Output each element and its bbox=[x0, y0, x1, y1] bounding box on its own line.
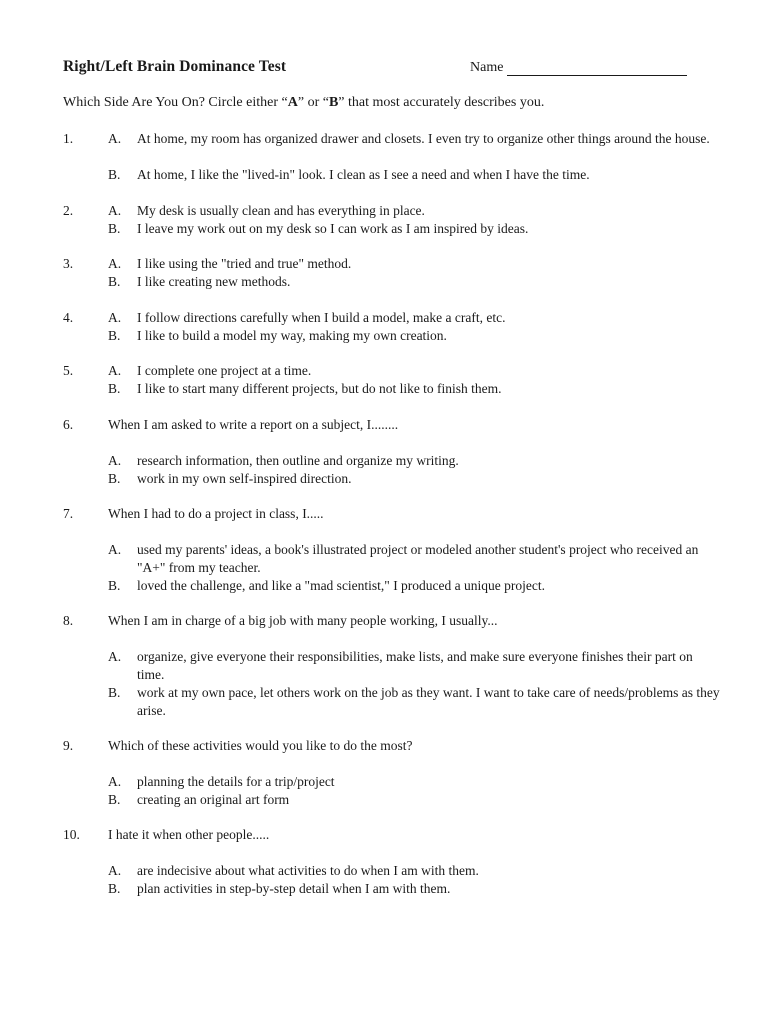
question-stem: When I am asked to write a report on a subject, I........ bbox=[108, 417, 399, 432]
question-number: 3. bbox=[63, 256, 74, 271]
question-stem: Which of these activities would you like to do the most? bbox=[108, 738, 413, 753]
option-letter: A. bbox=[108, 774, 122, 789]
option-letter: A. bbox=[108, 256, 122, 271]
option-text: I like creating new methods. bbox=[137, 274, 291, 289]
option-text: I like to build a model my way, making my own creation. bbox=[137, 328, 447, 343]
question-number: 6. bbox=[63, 417, 74, 432]
option-letter: A. bbox=[108, 863, 122, 878]
instructions-prefix: Which Side Are You On? Circle either “ bbox=[63, 95, 288, 110]
choice-a-marker: A bbox=[287, 95, 298, 110]
option-letter: A. bbox=[108, 203, 122, 218]
question-number: 7. bbox=[63, 506, 74, 521]
option-letter: A. bbox=[108, 649, 122, 664]
option-text: research information, then outline and organize my writing. bbox=[137, 453, 459, 468]
name-label: Name bbox=[470, 60, 504, 75]
instructions-suffix: ” that most accurately describes you. bbox=[338, 95, 545, 110]
option-text: plan activities in step-by-step detail when I am with them. bbox=[137, 881, 451, 896]
option-text: work at my own pace, let others work on the job as they want. I want to take care of needs/problems as they arise. bbox=[137, 685, 720, 718]
option-text: I like to start many different projects, but do not like to finish them. bbox=[137, 381, 502, 396]
option-text: creating an original art form bbox=[137, 792, 290, 807]
question-number: 8. bbox=[63, 613, 74, 628]
document-title: Right/Left Brain Dominance Test bbox=[63, 58, 287, 75]
option-letter: B. bbox=[108, 881, 121, 896]
option-letter: B. bbox=[108, 221, 121, 236]
option-text: loved the challenge, and like a "mad scientist," I produced a unique project. bbox=[137, 578, 546, 593]
option-letter: A. bbox=[108, 363, 122, 378]
option-letter: B. bbox=[108, 328, 121, 343]
option-text: I leave my work out on my desk so I can work as I am inspired by ideas. bbox=[137, 221, 529, 236]
question-number: 4. bbox=[63, 310, 74, 325]
question-stem: When I had to do a project in class, I..... bbox=[108, 506, 324, 521]
question-stem: I hate it when other people..... bbox=[108, 827, 270, 842]
option-letter: A. bbox=[108, 131, 122, 146]
option-text: are indecisive about what activities to do when I am with them. bbox=[137, 863, 479, 878]
question-number: 5. bbox=[63, 363, 74, 378]
name-blank-line bbox=[507, 75, 687, 76]
option-letter: B. bbox=[108, 167, 121, 182]
option-text: organize, give everyone their responsibilities, make lists, and make sure everyone finishes their part on time. bbox=[137, 649, 693, 682]
option-text: I complete one project at a time. bbox=[137, 363, 312, 378]
option-text: My desk is usually clean and has everything in place. bbox=[137, 203, 425, 218]
option-text: I like using the "tried and true" method. bbox=[137, 256, 352, 271]
option-letter: A. bbox=[108, 542, 122, 557]
option-letter: B. bbox=[108, 578, 121, 593]
instructions bbox=[63, 95, 544, 111]
option-letter: B. bbox=[108, 381, 121, 396]
option-text: used my parents' ideas, a book's illustrated project or modeled another student's project who received an "A+" from my teacher. bbox=[137, 542, 699, 575]
option-text: At home, I like the "lived-in" look. I clean as I see a need and when I have the time. bbox=[137, 167, 590, 182]
option-text: I follow directions carefully when I build a model, make a craft, etc. bbox=[137, 310, 506, 325]
option-letter: A. bbox=[108, 310, 122, 325]
option-text: planning the details for a trip/project bbox=[137, 774, 335, 789]
option-letter: B. bbox=[108, 274, 121, 289]
option-letter: B. bbox=[108, 792, 121, 807]
option-letter: B. bbox=[108, 471, 121, 486]
option-text: work in my own self-inspired direction. bbox=[137, 471, 352, 486]
instructions-middle: ” or “ bbox=[297, 95, 329, 110]
question-number: 9. bbox=[63, 738, 74, 753]
option-letter: A. bbox=[108, 453, 122, 468]
question-number: 1. bbox=[63, 131, 74, 146]
choice-b-marker: B bbox=[328, 95, 339, 110]
question-stem: When I am in charge of a big job with many people working, I usually... bbox=[108, 613, 498, 628]
option-letter: B. bbox=[108, 685, 121, 700]
question-number: 10. bbox=[63, 827, 80, 842]
question-number: 2. bbox=[63, 203, 74, 218]
option-text: At home, my room has organized drawer and closets. I even try to organize other things around the house. bbox=[137, 131, 710, 146]
